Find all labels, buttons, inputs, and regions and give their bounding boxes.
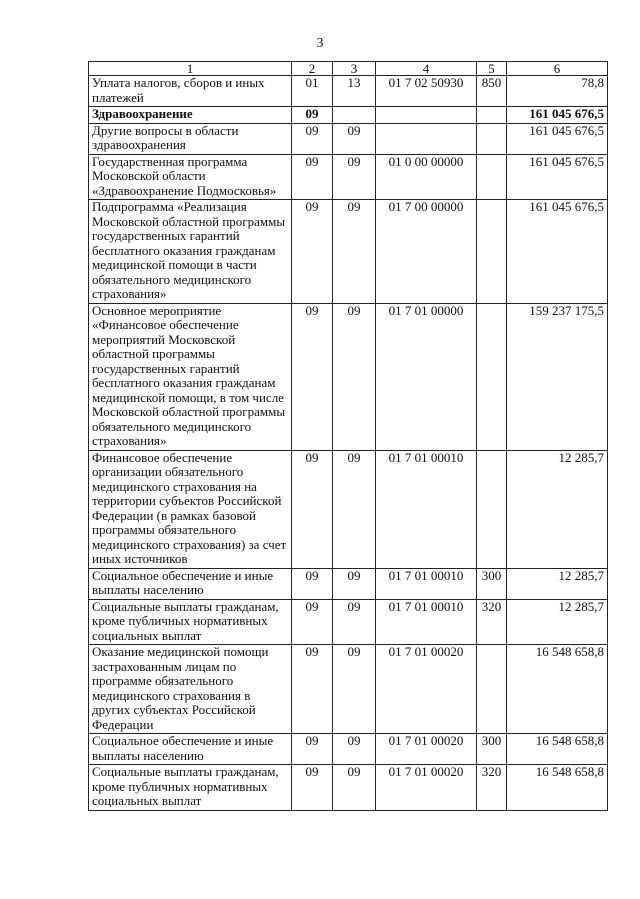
cell-section: 09 [292, 765, 333, 811]
cell-expense-type [477, 200, 507, 304]
cell-amount: 161 045 676,5 [507, 154, 608, 200]
cell-subsection [333, 107, 376, 124]
cell-target-article: 01 7 01 00020 [376, 645, 477, 734]
cell-section: 09 [292, 154, 333, 200]
table-row [89, 450, 608, 568]
table-row [89, 734, 608, 765]
header-col-4: 4 [376, 62, 477, 76]
header-col-6: 6 [507, 62, 608, 76]
cell-amount: 12 285,7 [507, 450, 608, 568]
cell-subsection: 09 [333, 200, 376, 304]
cell-name: Социальное обеспечение и иные выплаты населению [89, 734, 292, 765]
cell-name: Социальные выплаты гражданам, кроме публичных нормативных социальных выплат [89, 599, 292, 645]
cell-expense-type [477, 154, 507, 200]
cell-subsection: 09 [333, 734, 376, 765]
table-row [89, 303, 608, 450]
cell-amount: 161 045 676,5 [507, 123, 608, 154]
cell-section: 09 [292, 200, 333, 304]
table-row [89, 76, 608, 107]
table-row [89, 123, 608, 154]
table-row [89, 599, 608, 645]
cell-name: Подпрограмма «Реализация Московской областной программы государственных гарантий бесплатного оказания гражданам медицинской помощи в части обязательного медицинского страхования» [89, 200, 292, 304]
cell-name: Социальное обеспечение и иные выплаты населению [89, 568, 292, 599]
header-col-3: 3 [333, 62, 376, 76]
header-row [89, 62, 608, 76]
cell-amount: 16 548 658,8 [507, 765, 608, 811]
cell-target-article: 01 7 01 00010 [376, 450, 477, 568]
cell-target-article: 01 7 00 00000 [376, 200, 477, 304]
cell-expense-type [477, 107, 507, 124]
page-number: 3 [316, 36, 324, 51]
budget-table [88, 61, 608, 811]
header-col-5: 5 [477, 62, 507, 76]
cell-section: 09 [292, 645, 333, 734]
cell-target-article: 01 7 01 00020 [376, 765, 477, 811]
cell-expense-type: 300 [477, 568, 507, 599]
cell-expense-type: 320 [477, 599, 507, 645]
cell-expense-type [477, 645, 507, 734]
cell-section: 09 [292, 568, 333, 599]
table-body [89, 76, 608, 811]
cell-target-article [376, 123, 477, 154]
cell-expense-type: 320 [477, 765, 507, 811]
cell-target-article: 01 7 01 00020 [376, 734, 477, 765]
cell-name: Социальные выплаты гражданам, кроме публичных нормативных социальных выплат [89, 765, 292, 811]
cell-section: 09 [292, 303, 333, 450]
cell-subsection: 09 [333, 599, 376, 645]
cell-amount: 16 548 658,8 [507, 645, 608, 734]
table-row [89, 765, 608, 811]
cell-section: 09 [292, 123, 333, 154]
table-header [89, 62, 608, 76]
cell-amount: 161 045 676,5 [507, 200, 608, 304]
table-row [89, 107, 608, 124]
cell-section: 09 [292, 599, 333, 645]
cell-subsection: 09 [333, 765, 376, 811]
cell-subsection: 09 [333, 450, 376, 568]
header-col-2: 2 [292, 62, 333, 76]
table-row [89, 154, 608, 200]
cell-section: 09 [292, 107, 333, 124]
cell-name: Здравоохранение [89, 107, 292, 124]
cell-target-article: 01 7 01 00010 [376, 599, 477, 645]
cell-amount: 78,8 [507, 76, 608, 107]
cell-target-article [376, 107, 477, 124]
table-row [89, 568, 608, 599]
cell-name: Другие вопросы в области здравоохранения [89, 123, 292, 154]
cell-section: 09 [292, 734, 333, 765]
cell-section: 09 [292, 450, 333, 568]
cell-target-article: 01 0 00 00000 [376, 154, 477, 200]
cell-expense-type: 850 [477, 76, 507, 107]
cell-target-article: 01 7 01 00010 [376, 568, 477, 599]
cell-section: 01 [292, 76, 333, 107]
cell-name: Уплата налогов, сборов и иных платежей [89, 76, 292, 107]
cell-target-article: 01 7 02 50930 [376, 76, 477, 107]
cell-expense-type: 300 [477, 734, 507, 765]
cell-amount: 161 045 676,5 [507, 107, 608, 124]
header-col-1: 1 [89, 62, 292, 76]
cell-expense-type [477, 123, 507, 154]
cell-name: Основное мероприятие «Финансовое обеспечение мероприятий Московской областной программы государственных гарантий бесплатного оказания гражданам медицинской помощи, в том числе Московской областной программы обязательного медицинского страхования» [89, 303, 292, 450]
cell-expense-type [477, 303, 507, 450]
cell-name: Оказание медицинской помощи застрахованным лицам по программе обязательного медицинского страхования в других субъектах Российской Федерации [89, 645, 292, 734]
cell-subsection: 09 [333, 303, 376, 450]
cell-target-article: 01 7 01 00000 [376, 303, 477, 450]
cell-subsection: 09 [333, 568, 376, 599]
cell-subsection: 09 [333, 645, 376, 734]
cell-amount: 16 548 658,8 [507, 734, 608, 765]
cell-amount: 12 285,7 [507, 599, 608, 645]
cell-name: Финансовое обеспечение организации обязательного медицинского страхования на территории субъектов Российской Федерации (в рамках базовой программы обязательного медицинского страхования) за счет иных источников [89, 450, 292, 568]
cell-amount: 159 237 175,5 [507, 303, 608, 450]
cell-name: Государственная программа Московской области «Здравоохранение Подмосковья» [89, 154, 292, 200]
table-row [89, 645, 608, 734]
table-row [89, 200, 608, 304]
cell-subsection: 09 [333, 154, 376, 200]
cell-subsection: 13 [333, 76, 376, 107]
cell-expense-type [477, 450, 507, 568]
cell-subsection: 09 [333, 123, 376, 154]
cell-amount: 12 285,7 [507, 568, 608, 599]
